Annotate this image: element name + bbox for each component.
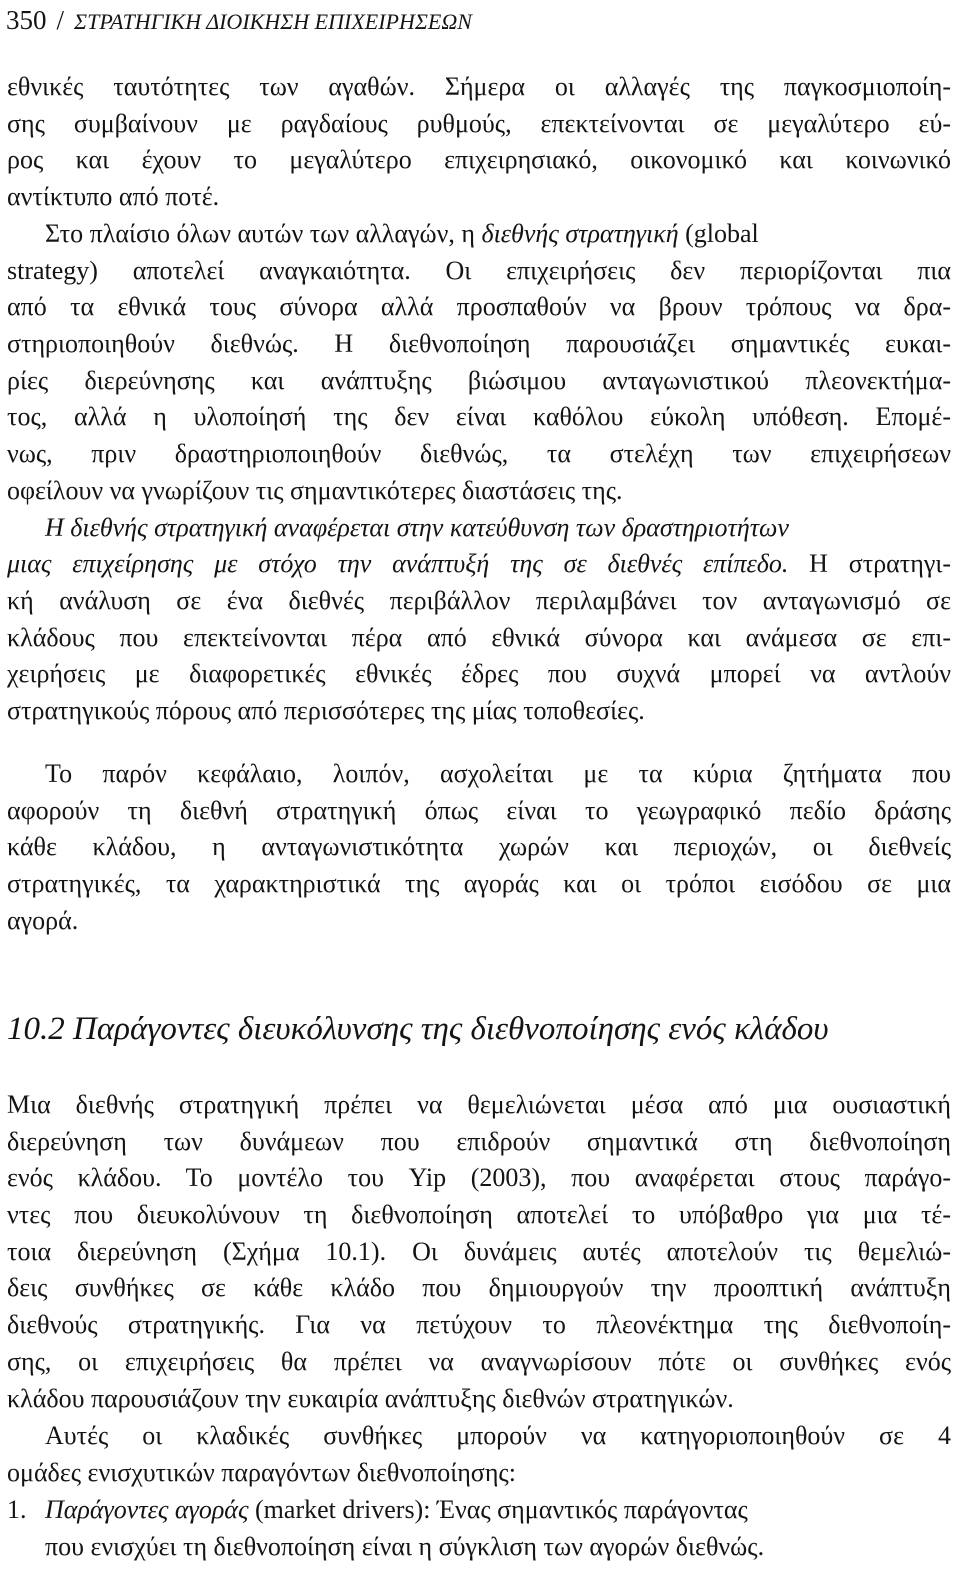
header-separator: / (56, 5, 65, 35)
text-line: κλάδου παρουσιάζουν την ευκαιρία ανάπτυξης διεθνών στρατηγικών. (7, 1383, 734, 1413)
term-global-strategy: διεθνής στρατηγική (481, 219, 679, 248)
text-line: δεις συνθήκες σε κάθε κλάδο που δημιουργούν την προοπτική ανάπτυξη (7, 1273, 951, 1303)
text-line: τοια διερεύνηση (Σχήμα 10.1). Οι δυνάμεις αυτές αποτελούν τις θεμελιώ- (7, 1236, 951, 1266)
text-line: αφορούν τη διεθνή στρατηγική όπως είναι το γεωγραφικό πεδίο δράσης (7, 795, 951, 825)
list-item-continuation: που ενισχύει τη διεθνοποίηση είναι η σύγκλιση των αγορών διεθνώς. (45, 1531, 765, 1561)
text-line: ομάδες ενισχυτικών παραγόντων διεθνοποίησης: (7, 1457, 516, 1487)
text-line: εθνικές ταυτότητες των αγαθών. Σήμερα οι αλλαγές της παγκοσμιοποίη- (7, 72, 951, 101)
text-line: κή ανάλυση σε ένα διεθνές περιβάλλον περιλαμβάνει τον ανταγωνισμό σε (7, 585, 951, 615)
text-line: τος, αλλά η υλοποίησή της δεν είναι καθόλου εύκολη υπόθεση. Επομέ- (7, 402, 951, 432)
text-line: αγορά. (7, 905, 79, 935)
text-line: Μια διεθνής στρατηγική πρέπει να θεμελιώνεται μέσα από μια ουσιαστική (7, 1090, 951, 1119)
term-market-drivers: Παράγοντες αγοράς (45, 1495, 249, 1524)
text-line: strategy) αποτελεί αναγκαιότητα. Οι επιχειρήσεις δεν περιορίζονται πια (7, 255, 951, 285)
definition-line: Η διεθνής στρατηγική αναφέρεται στην κατεύθυνση των δραστηριοτήτων (45, 512, 789, 542)
section-heading: 10.2 Παράγοντες διευκόλυνσης της διεθνοποίησης ενός κλάδου (7, 1011, 829, 1047)
text-line: Στο πλαίσιο όλων αυτών των αλλαγών, η διεθνής στρατηγική (global (45, 219, 759, 248)
text-line: Το παρόν κεφάλαιο, λοιπόν, ασχολείται με τα κύρια ζητήματα που (45, 759, 951, 788)
numbered-list (7, 1492, 951, 1565)
text-line: οφείλουν να γνωρίζουν τις σημαντικότερες διαστάσεις της. (7, 475, 623, 505)
text-line: από τα εθνικά τους σύνορα αλλά προσπαθούν να βρουν τρόπους να δρα- (7, 292, 951, 322)
text-line: χειρήσεις με διαφορετικές εθνικές έδρες που συχνά μπορεί να αντλούν (7, 659, 951, 689)
text-line: ενός κλάδου. Το μοντέλο του Yip (2003), που αναφέρεται στους παράγο- (7, 1163, 951, 1193)
text-line: Αυτές οι κλαδικές συνθήκες μπορούν να κατηγοριοποιηθούν σε 4 (45, 1421, 951, 1450)
text-line: στρατηγικούς πόρους από περισσότερες της μίας τοποθεσίες. (7, 695, 645, 725)
page-number: 350 (6, 5, 47, 35)
paragraph-2 (7, 216, 951, 730)
text-line: σης, οι επιχειρήσεις θα πρέπει να αναγνωρίσουν πότε οι συνθήκες ενός (7, 1346, 951, 1376)
book-title: ΣΤΡΑΤΗΓΙΚΗ ΔΙΟΙΚΗΣΗ ΕΠΙΧΕΙΡΗΣΕΩΝ (74, 9, 472, 34)
text-line: στηριοποιηθούν διεθνώς. Η διεθνοποίηση παρουσιάζει σημαντικές ευκαι- (7, 329, 951, 359)
text-line: διερεύνηση των δυνάμεων που επιδρούν σημαντικά στη διεθνοποίηση (7, 1126, 951, 1156)
text-line: σης συμβαίνουν με ραγδαίους ρυθμούς, επεκτείνονται σε μεγαλύτερο εύ- (7, 108, 951, 138)
text-line: ρος και έχουν το μεγαλύτερο επιχειρησιακό, οικονομικό και κοινωνικό (7, 145, 951, 175)
text-line: στρατηγικές, τα χαρακτηριστικά της αγοράς και οι τρόποι εισόδου σε μια (7, 869, 951, 899)
text-line: ρίες διερεύνησης και ανάπτυξης βιώσιμου ανταγωνιστικού πλεονεκτήμα- (7, 365, 951, 395)
paragraph-4 (7, 1087, 951, 1417)
text-line: κλάδους που επεκτείνονται πέρα από εθνικά σύνορα και ανάμεσα σε επι- (7, 622, 951, 652)
text-line: διεθνούς στρατηγικής. Για να πετύχουν το πλεονέκτημα της διεθνοποίη- (7, 1310, 951, 1340)
text-line: κάθε κλάδου, η ανταγωνιστικότητα χωρών και περιοχών, οι διεθνείς (7, 832, 951, 862)
text-line: αντίκτυπο από ποτέ. (7, 182, 220, 212)
text-line: ντες που διευκολύνουν τη διεθνοποίηση αποτελεί το υπόβαθρο για μια τέ- (7, 1200, 951, 1230)
paragraph-5 (7, 1418, 951, 1491)
definition-line: μιας επιχείρησης με στόχο την ανάπτυξή της σε διεθνές επίπεδο. Η στρατηγι- (7, 549, 951, 579)
running-header (6, 2, 472, 40)
paragraph-1 (7, 69, 951, 216)
paragraph-3 (7, 756, 951, 939)
text-line: νως, πριν δραστηριοποιηθούν διεθνώς, τα στελέχη των επιχειρήσεων (7, 439, 951, 469)
list-item: 1. Παράγοντες αγοράς (market drivers): Ένας σημαντικός παράγοντας (7, 1492, 951, 1529)
list-item-number: 1. (7, 1495, 27, 1524)
